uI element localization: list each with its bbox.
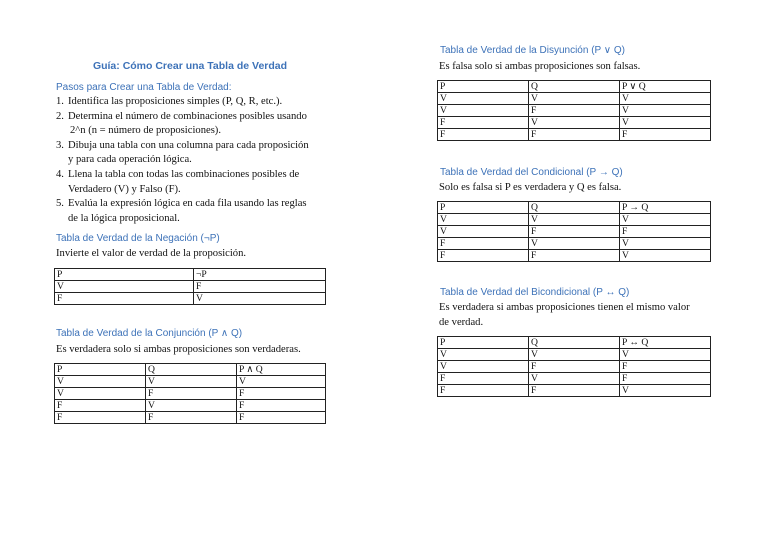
table-header-cell: P → Q xyxy=(620,202,711,214)
negation-description: Invierte el valor de verdad de la proposición. xyxy=(56,248,247,259)
biconditional-table xyxy=(437,336,711,397)
disjunction-table xyxy=(437,80,711,141)
step-number: 4. xyxy=(56,168,64,180)
table-cell: V xyxy=(620,385,711,397)
table-header-cell: Q xyxy=(529,81,620,93)
table-cell: F xyxy=(620,373,711,385)
table-row xyxy=(438,214,711,226)
table-header-cell: P xyxy=(438,81,529,93)
table-cell: F xyxy=(620,361,711,373)
table-row xyxy=(55,400,326,412)
step-line: Identifica las proposiciones simples (P, Q, R, etc.). xyxy=(68,96,283,107)
table-row xyxy=(55,364,326,376)
table-cell: F xyxy=(237,400,326,412)
table-row xyxy=(438,337,711,349)
table-row xyxy=(438,81,711,93)
table-cell: V xyxy=(438,226,529,238)
table-cell: F xyxy=(529,250,620,262)
table-header-cell: Q xyxy=(529,202,620,214)
step-number: 3. xyxy=(56,139,64,151)
table-cell: V xyxy=(237,376,326,388)
table-header-cell: Q xyxy=(146,364,237,376)
table-row xyxy=(438,349,711,361)
table-row xyxy=(438,105,711,117)
table-cell: V xyxy=(620,250,711,262)
table-cell: V xyxy=(438,105,529,117)
biconditional-description xyxy=(439,300,690,330)
negation-heading: Tabla de Verdad de la Negación (¬P) xyxy=(56,233,220,244)
table-cell: V xyxy=(55,376,146,388)
table-cell: F xyxy=(529,361,620,373)
steps-heading: Pasos para Crear una Tabla de Verdad: xyxy=(56,82,232,93)
table-cell: V xyxy=(146,376,237,388)
page-title: Guía: Cómo Crear una Tabla de Verdad xyxy=(92,60,288,72)
disjunction-heading: Tabla de Verdad de la Disyunción (P ∨ Q) xyxy=(440,45,626,56)
table-cell: F xyxy=(438,373,529,385)
step-line: 2^n (n = número de proposiciones). xyxy=(70,125,221,137)
step-item xyxy=(56,110,336,139)
table-cell: V xyxy=(529,214,620,226)
table-cell: V xyxy=(438,93,529,105)
biconditional-heading: Tabla de Verdad del Bicondicional (P ↔ Q) xyxy=(440,287,630,298)
table-cell: V xyxy=(438,361,529,373)
table-cell: V xyxy=(620,117,711,129)
table-cell: V xyxy=(529,349,620,361)
conditional-description: Solo es falsa si P es verdadera y Q es falsa. xyxy=(439,182,622,193)
conjunction-description: Es verdadera solo si ambas proposiciones son verdaderas. xyxy=(56,344,301,355)
table-cell: V xyxy=(194,293,326,305)
table-cell: F xyxy=(438,129,529,141)
table-cell: F xyxy=(620,226,711,238)
table-cell: F xyxy=(438,238,529,250)
table-cell: F xyxy=(55,412,146,424)
step-item xyxy=(56,139,336,168)
table-cell: F xyxy=(55,400,146,412)
table-cell: F xyxy=(529,105,620,117)
table-cell: F xyxy=(55,293,194,305)
step-number: 5. xyxy=(56,198,64,210)
table-cell: V xyxy=(55,388,146,400)
table-row xyxy=(438,202,711,214)
table-cell: V xyxy=(620,93,711,105)
table-row xyxy=(438,361,711,373)
step-line: Verdadero (V) y Falso (F). xyxy=(68,183,181,195)
table-row xyxy=(438,93,711,105)
table-cell: V xyxy=(146,400,237,412)
table-header-cell: P xyxy=(438,202,529,214)
step-line: Evalúa la expresión lógica en cada fila usando las reglas xyxy=(68,198,307,210)
table-cell: F xyxy=(237,388,326,400)
table-cell: V xyxy=(529,373,620,385)
table-row xyxy=(55,281,326,293)
table-cell: F xyxy=(146,412,237,424)
step-number: 2. xyxy=(56,110,64,122)
step-line: y para cada operación lógica. xyxy=(68,154,192,166)
table-row xyxy=(55,269,326,281)
step-line: Dibuja una tabla con una columna para cada proposición xyxy=(68,139,309,151)
step-item xyxy=(56,168,336,197)
table-cell: V xyxy=(620,349,711,361)
table-header-cell: ¬P xyxy=(194,269,326,281)
table-cell: F xyxy=(620,129,711,141)
table-cell: F xyxy=(237,412,326,424)
table-cell: V xyxy=(620,105,711,117)
table-cell: V xyxy=(529,238,620,250)
table-cell: F xyxy=(438,117,529,129)
table-cell: F xyxy=(529,226,620,238)
step-number: 1. xyxy=(56,96,64,107)
table-header-cell: P ↔ Q xyxy=(620,337,711,349)
table-row xyxy=(438,129,711,141)
table-cell: V xyxy=(529,117,620,129)
description-line: Es verdadera si ambas proposiciones tienen el mismo valor xyxy=(439,302,690,313)
conditional-table xyxy=(437,201,711,262)
table-row xyxy=(438,238,711,250)
disjunction-description: Es falsa solo si ambas proposiciones son falsas. xyxy=(439,61,641,72)
table-row xyxy=(438,373,711,385)
table-row xyxy=(55,388,326,400)
table-row xyxy=(438,250,711,262)
table-cell: V xyxy=(620,214,711,226)
table-cell: F xyxy=(529,385,620,397)
table-row xyxy=(55,293,326,305)
step-line: Llena la tabla con todas las combinaciones posibles de xyxy=(68,168,300,180)
table-cell: F xyxy=(146,388,237,400)
table-cell: V xyxy=(438,349,529,361)
table-cell: V xyxy=(620,238,711,250)
table-cell: F xyxy=(438,250,529,262)
step-line: Determina el número de combinaciones posibles usando xyxy=(68,110,307,122)
table-header-cell: P xyxy=(438,337,529,349)
negation-table xyxy=(54,268,326,305)
table-row xyxy=(55,376,326,388)
description-line: de verdad. xyxy=(439,317,484,328)
table-cell: V xyxy=(55,281,194,293)
table-row xyxy=(438,117,711,129)
step-item xyxy=(56,95,336,110)
steps-list xyxy=(56,95,336,226)
table-cell: F xyxy=(438,385,529,397)
table-cell: F xyxy=(194,281,326,293)
conditional-heading: Tabla de Verdad del Condicional (P → Q) xyxy=(440,167,623,178)
table-header-cell: P ∨ Q xyxy=(620,81,711,93)
step-item xyxy=(56,197,336,226)
table-row xyxy=(438,226,711,238)
table-row xyxy=(55,412,326,424)
table-header-cell: P xyxy=(55,269,194,281)
table-cell: V xyxy=(438,214,529,226)
table-row xyxy=(438,385,711,397)
conjunction-table xyxy=(54,363,326,424)
table-header-cell: Q xyxy=(529,337,620,349)
table-header-cell: P xyxy=(55,364,146,376)
table-header-cell: P ∧ Q xyxy=(237,364,326,376)
step-line: de la lógica proposicional. xyxy=(68,212,180,224)
conjunction-heading: Tabla de Verdad de la Conjunción (P ∧ Q) xyxy=(56,328,243,339)
table-cell: F xyxy=(529,129,620,141)
table-cell: V xyxy=(529,93,620,105)
